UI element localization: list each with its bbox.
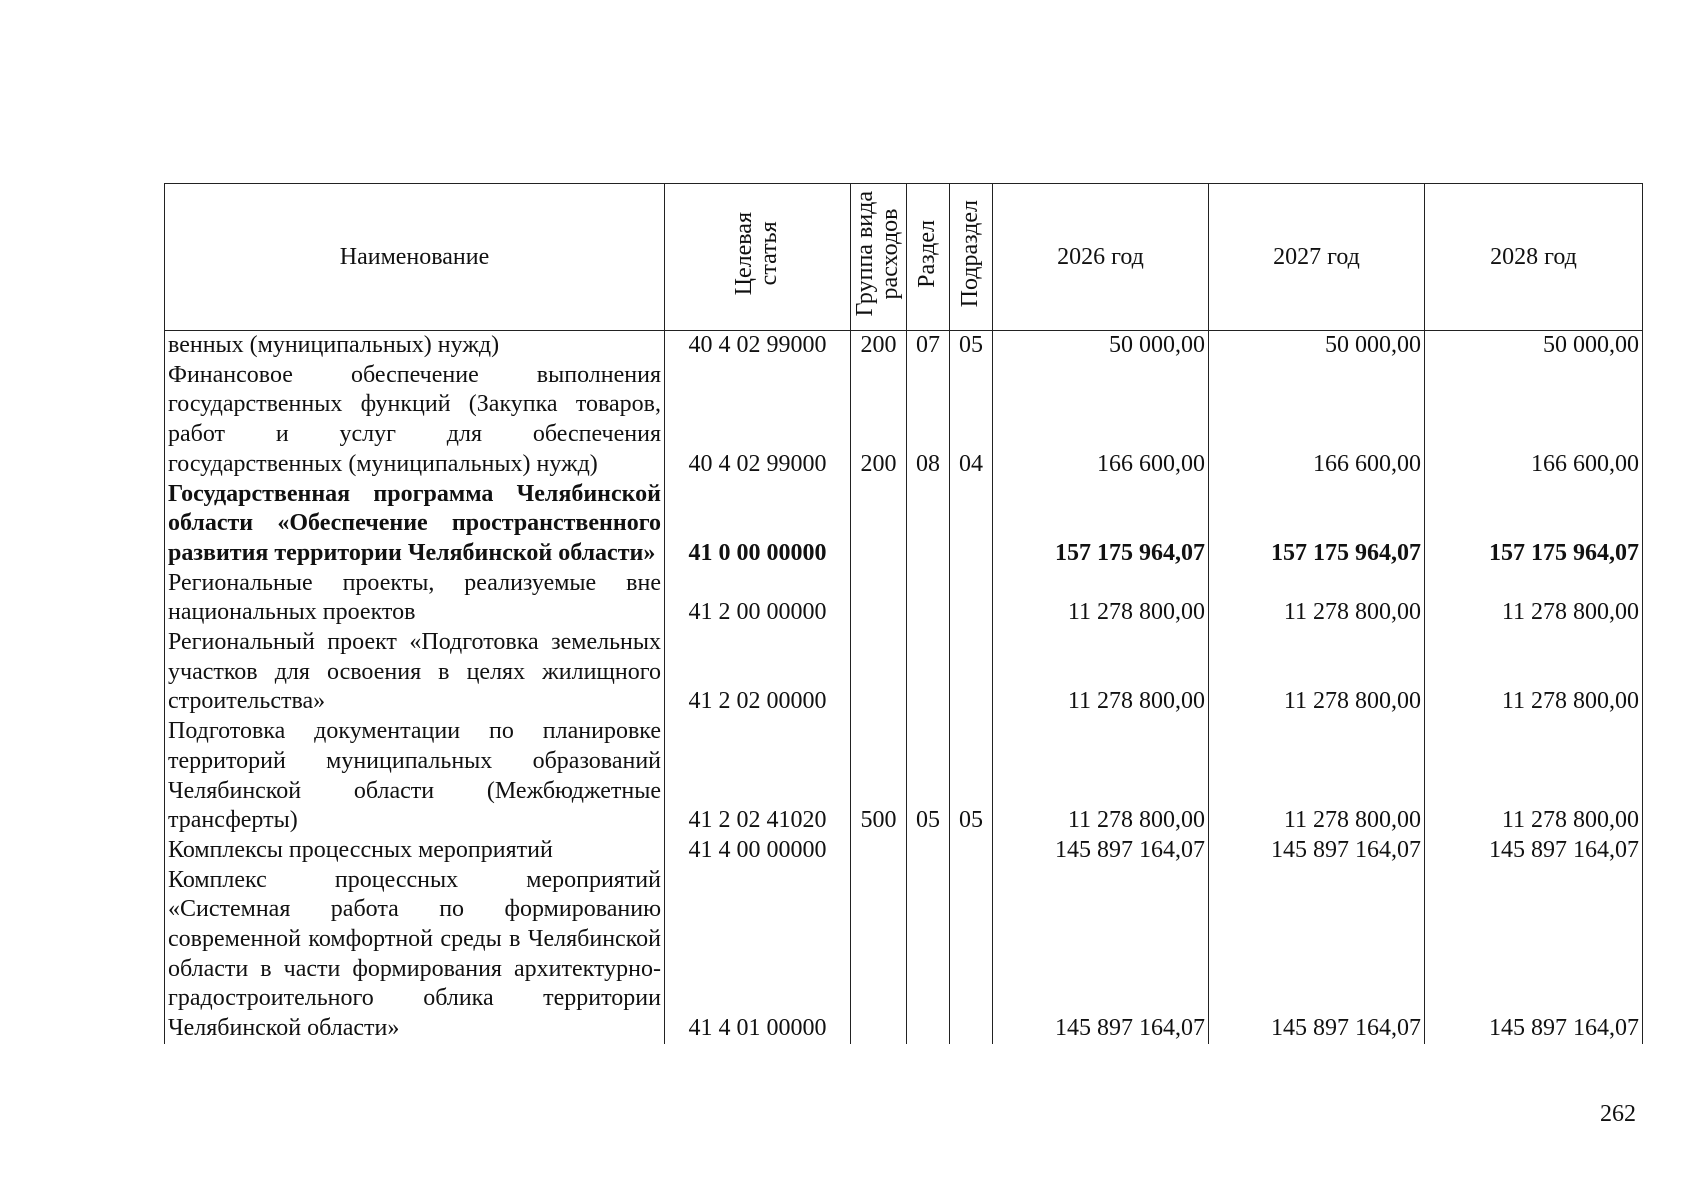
header-year-2026: 2026 год [993, 184, 1209, 331]
cell-name: Финансовое обеспечение выполнения государственных функций (Закупка товаров, работ и услуг для обеспечения государственных (муниципальных) нужд) [165, 361, 665, 480]
table-row [165, 866, 1643, 1044]
cell-expense-group: 200 [851, 331, 907, 361]
cell-name: Комплексы процессных мероприятий [165, 836, 665, 866]
cell-name: Комплекс процессных мероприятий «Системная работа по формированию современной комфортной среды в Челябинской области в части формирования архитектурно-градостроительного облика территории Челябинской области» [165, 866, 665, 1044]
budget-table [164, 183, 1643, 1044]
cell-target-code: 41 4 00 00000 [665, 836, 851, 866]
cell-name: Государственная программа Челябинской области «Обеспечение пространственного развития территории Челябинской области» [165, 480, 665, 569]
cell-expense-group [851, 480, 907, 569]
cell-2027: 157 175 964,07 [1209, 480, 1425, 569]
table-row [165, 361, 1643, 480]
cell-section: 07 [907, 331, 950, 361]
cell-subsection [950, 480, 993, 569]
cell-2028: 50 000,00 [1425, 331, 1643, 361]
cell-2027: 166 600,00 [1209, 361, 1425, 480]
cell-2028: 11 278 800,00 [1425, 628, 1643, 717]
cell-subsection [950, 866, 993, 1044]
header-name: Наименование [165, 184, 665, 331]
cell-2028: 166 600,00 [1425, 361, 1643, 480]
header-year-2027: 2027 год [1209, 184, 1425, 331]
cell-expense-group [851, 569, 907, 628]
table-row [165, 628, 1643, 717]
cell-subsection [950, 836, 993, 866]
cell-2028: 11 278 800,00 [1425, 569, 1643, 628]
cell-2028: 11 278 800,00 [1425, 717, 1643, 836]
cell-subsection: 05 [950, 331, 993, 361]
cell-2026: 50 000,00 [993, 331, 1209, 361]
cell-subsection: 05 [950, 717, 993, 836]
cell-section: 05 [907, 717, 950, 836]
header-expense-group: Группа вида расходов [851, 184, 907, 331]
cell-subsection [950, 628, 993, 717]
cell-target-code: 41 0 00 00000 [665, 480, 851, 569]
cell-2028: 145 897 164,07 [1425, 866, 1643, 1044]
cell-name: Региональный проект «Подготовка земельных участков для освоения в целях жилищного строительства» [165, 628, 665, 717]
cell-expense-group: 500 [851, 717, 907, 836]
cell-subsection [950, 569, 993, 628]
cell-2026: 11 278 800,00 [993, 717, 1209, 836]
table-row [165, 480, 1643, 569]
cell-subsection: 04 [950, 361, 993, 480]
cell-2027: 145 897 164,07 [1209, 866, 1425, 1044]
cell-target-code: 41 2 02 00000 [665, 628, 851, 717]
cell-expense-group [851, 836, 907, 866]
cell-2026: 11 278 800,00 [993, 569, 1209, 628]
header-subsection: Подраздел [950, 184, 993, 331]
cell-section [907, 569, 950, 628]
cell-target-code: 41 4 01 00000 [665, 866, 851, 1044]
table-row [165, 717, 1643, 836]
table-header-row [165, 184, 1643, 331]
cell-2028: 157 175 964,07 [1425, 480, 1643, 569]
cell-target-code: 41 2 00 00000 [665, 569, 851, 628]
cell-2027: 11 278 800,00 [1209, 569, 1425, 628]
cell-expense-group [851, 628, 907, 717]
cell-expense-group: 200 [851, 361, 907, 480]
header-section: Раздел [907, 184, 950, 331]
cell-2027: 11 278 800,00 [1209, 717, 1425, 836]
cell-name: венных (муниципальных) нужд) [165, 331, 665, 361]
cell-2026: 145 897 164,07 [993, 836, 1209, 866]
cell-2027: 50 000,00 [1209, 331, 1425, 361]
table-row [165, 836, 1643, 866]
table-body [165, 331, 1643, 1044]
cell-2026: 11 278 800,00 [993, 628, 1209, 717]
cell-2027: 145 897 164,07 [1209, 836, 1425, 866]
cell-section [907, 866, 950, 1044]
table-row [165, 331, 1643, 361]
cell-2026: 145 897 164,07 [993, 866, 1209, 1044]
header-year-2028: 2028 год [1425, 184, 1643, 331]
header-target-code: Целевая статья [665, 184, 851, 331]
table-row [165, 569, 1643, 628]
cell-target-code: 40 4 02 99000 [665, 331, 851, 361]
cell-name: Подготовка документации по планировке территорий муниципальных образований Челябинской области (Межбюджетные трансферты) [165, 717, 665, 836]
cell-target-code: 41 2 02 41020 [665, 717, 851, 836]
cell-target-code: 40 4 02 99000 [665, 361, 851, 480]
cell-section [907, 628, 950, 717]
cell-section: 08 [907, 361, 950, 480]
page-number: 262 [1600, 1101, 1636, 1127]
cell-2026: 157 175 964,07 [993, 480, 1209, 569]
cell-2026: 166 600,00 [993, 361, 1209, 480]
cell-2027: 11 278 800,00 [1209, 628, 1425, 717]
cell-section [907, 480, 950, 569]
cell-expense-group [851, 866, 907, 1044]
cell-section [907, 836, 950, 866]
cell-name: Региональные проекты, реализуемые вне национальных проектов [165, 569, 665, 628]
cell-2028: 145 897 164,07 [1425, 836, 1643, 866]
